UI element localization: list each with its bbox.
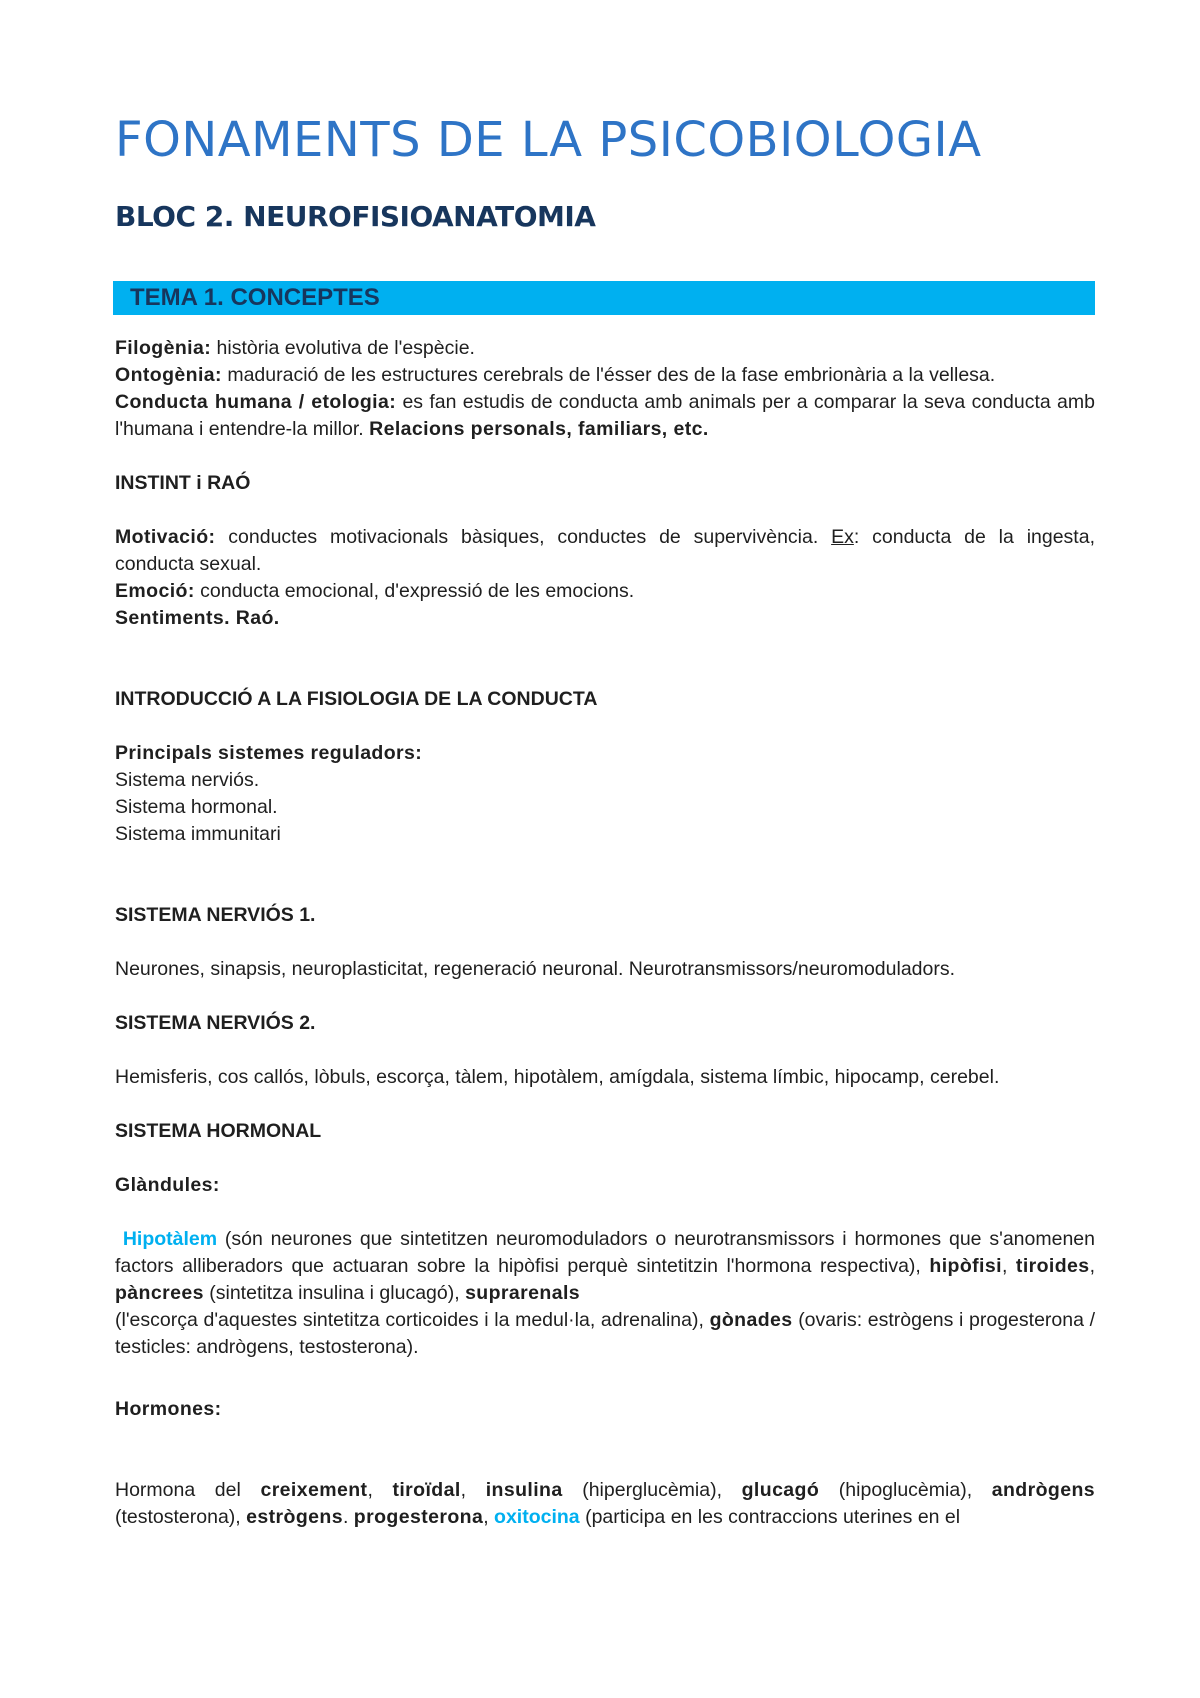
separator: , [460, 1479, 486, 1501]
separator: , [367, 1479, 393, 1501]
ontogenia-paragraph [115, 362, 1095, 389]
pancrees-term: pàncrees [115, 1282, 204, 1304]
glandules-paragraph [115, 1226, 1095, 1307]
nervios1-heading: SISTEMA NERVIÓS 1. [115, 904, 316, 926]
emocio-paragraph [115, 578, 1095, 605]
motivacio-paragraph [115, 524, 1095, 578]
nervios2-heading: SISTEMA NERVIÓS 2. [115, 1012, 316, 1034]
sistema-item: Sistema nerviós. [115, 769, 260, 791]
tiroidal-term: tiroïdal [392, 1479, 461, 1501]
hormones-text-2: (hiperglucèmia), [562, 1479, 742, 1501]
tiroides-term: tiroides [1015, 1255, 1090, 1277]
document-body [115, 335, 1095, 1531]
nervios2-text: Hemisferis, cos callós, lòbuls, escorça, tàlem, hipotàlem, amígdala, sistema límbic, hipocamp, cerebel. [115, 1066, 1000, 1088]
sistemes-heading: Principals sistemes reguladors: [115, 742, 423, 764]
ontogenia-text: maduració de les estructures cerebrals de l'ésser des de la fase embrionària a la vellesa. [221, 364, 996, 386]
separator: , [483, 1506, 495, 1528]
hormones-text-3: (hipoglucèmia), [819, 1479, 992, 1501]
sistema-item: Sistema hormonal. [115, 796, 278, 818]
hormones-text-1: Hormona del [115, 1479, 261, 1501]
sistema-item: Sistema immunitari [115, 823, 281, 845]
creixement-term: creixement [260, 1479, 368, 1501]
filogenia-text: història evolutiva de l'espècie. [211, 337, 475, 359]
conducta-text: es fan estudis de conducta amb animals per a comparar la seva conducta amb l'humana i entendre-la millor. [115, 391, 1095, 440]
hormones-text-4: (testosterona), [115, 1506, 247, 1528]
hormonal-heading: SISTEMA HORMONAL [115, 1120, 322, 1142]
hormones-text-5: (participa en les contraccions uterines en el [579, 1506, 961, 1528]
conducta-term: Conducta humana / etologia: [115, 391, 397, 413]
motivacio-text-2: : conducta de la ingesta, conducta sexual. [115, 526, 1095, 575]
filogenia-paragraph [115, 335, 1095, 362]
glandules-text-2: (sintetitza insulina i glucagó), [203, 1282, 466, 1304]
tema-banner: TEMA 1. CONCEPTES [113, 281, 1095, 315]
conducta-bold: Relacions personals, familiars, etc. [369, 418, 709, 440]
estrogens-term: estrògens [246, 1506, 343, 1528]
separator: . [342, 1506, 354, 1528]
filogenia-term: Filogènia: [115, 337, 212, 359]
gonades-term: gònades [709, 1309, 793, 1331]
glandules-text-1: (són neurones que sintetitzen neuromoduladors o neurotransmissors i hormones que s'anomenen factors alliberadors que actuaran sobre la hipòfisi perquè sintetitzin l'hormona respectiva), [115, 1228, 1095, 1277]
emocio-term: Emoció: [115, 580, 195, 602]
glandules-paragraph-2 [115, 1307, 1095, 1361]
glandules-text-3: (l'escorça d'aquestes sintetitza corticoides i la medul·la, adrenalina), [115, 1309, 710, 1331]
oxitocina-term: oxitocina [494, 1506, 580, 1528]
hormones-paragraph [115, 1477, 1095, 1531]
glandules-heading: Glàndules: [115, 1174, 220, 1196]
hormones-heading: Hormones: [115, 1398, 222, 1420]
bloc-heading: BLOC 2. NEUROFISIOANATOMIA [115, 200, 596, 233]
instint-heading: INSTINT i RAÓ [115, 472, 251, 494]
sentiments-paragraph [115, 605, 1095, 632]
nervios1-text: Neurones, sinapsis, neuroplasticitat, regeneració neuronal. Neurotransmissors/neuromoduladors. [115, 958, 956, 980]
suprarenals-term: suprarenals [465, 1282, 581, 1304]
sentiments-text: Sentiments. Raó. [115, 607, 280, 629]
hipofisi-term: hipòfisi [929, 1255, 1002, 1277]
document-title: FONAMENTS DE LA PSICOBIOLOGIA [115, 112, 982, 168]
progesterona-term: progesterona [353, 1506, 484, 1528]
motivacio-text: conductes motivacionals bàsiques, conductes de supervivència. [215, 526, 832, 548]
insulina-term: insulina [485, 1479, 563, 1501]
example-label: Ex [831, 526, 854, 548]
hipotalem-term: Hipotàlem [122, 1228, 218, 1250]
sistemes-heading-paragraph [115, 740, 1095, 767]
glandules-heading-paragraph [115, 1172, 1095, 1199]
conducta-paragraph [115, 389, 1095, 443]
intro-heading: INTRODUCCIÓ A LA FISIOLOGIA DE LA CONDUCTA [115, 688, 598, 710]
ontogenia-term: Ontogènia: [115, 364, 222, 386]
glandules-text-4: (ovaris: estrògens i progesterona / testicles: andrògens, testosterona). [115, 1309, 1095, 1358]
motivacio-term: Motivació: [115, 526, 216, 548]
hormones-heading-paragraph [115, 1396, 1095, 1423]
document-content [115, 105, 1095, 1531]
separator: , [1001, 1255, 1016, 1277]
emocio-text: conducta emocional, d'expressió de les emocions. [194, 580, 635, 602]
separator: , [1089, 1255, 1095, 1277]
glucago-term: glucagó [741, 1479, 820, 1501]
androgens-term: andrògens [991, 1479, 1095, 1501]
